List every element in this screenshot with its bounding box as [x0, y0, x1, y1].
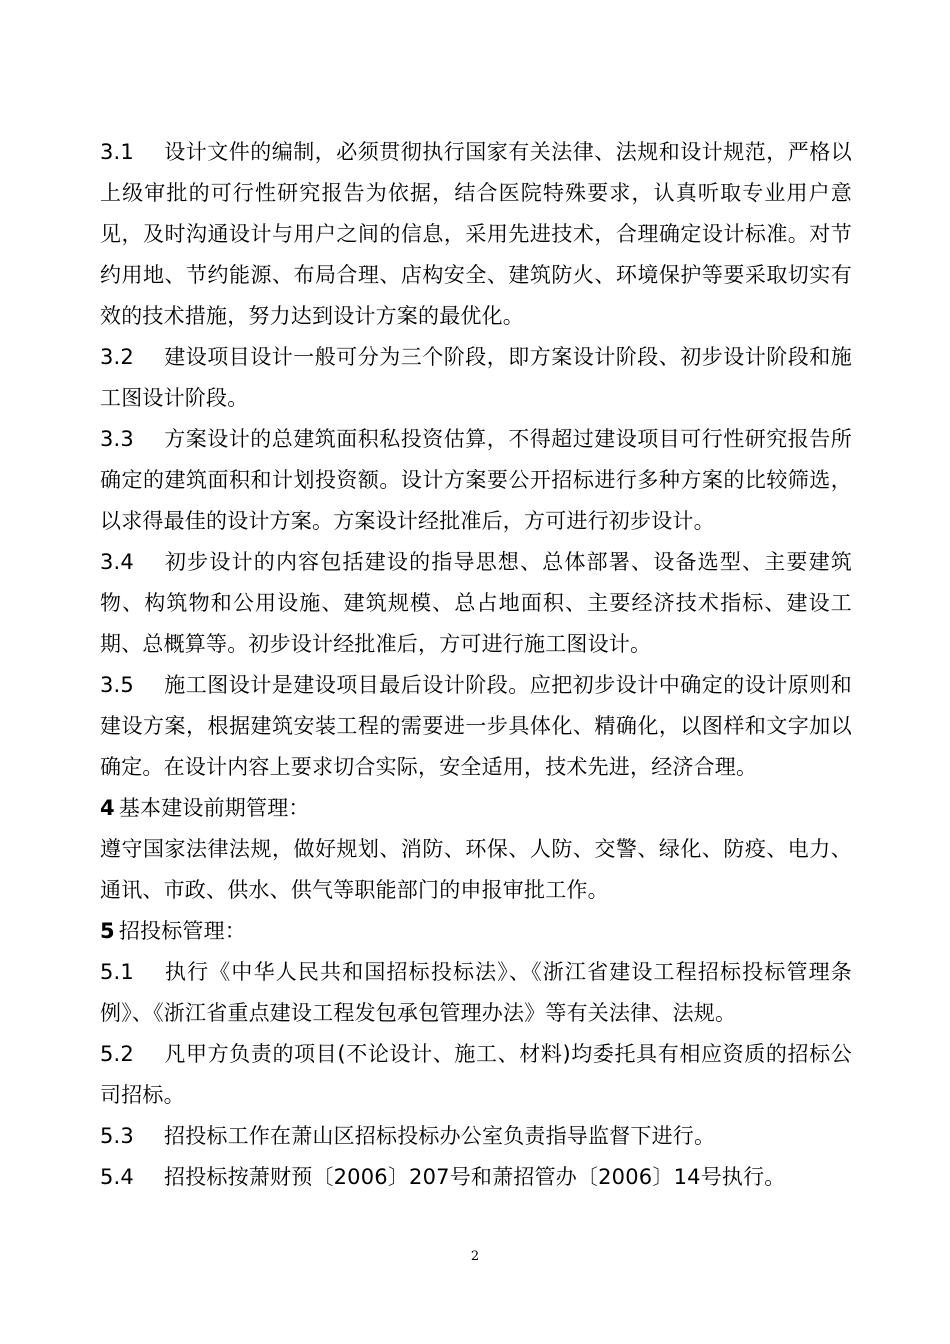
section-heading-5: [100, 911, 852, 952]
clause-3-3: [100, 419, 852, 542]
section-heading-4: [100, 788, 852, 829]
document-body: [100, 132, 852, 1198]
section-4-body: [100, 829, 852, 911]
page-number: 2: [470, 1249, 480, 1264]
clause-text: 执行《中华人民共和国招标投标法》、《浙江省建设工程招标投标管理条例》、《浙江省重点建设工程发包承包管理办法》等有关法律、法规。: [100, 960, 852, 1025]
clause-number: 3.4: [100, 550, 134, 574]
clause-text: 招投标按萧财预〔2006〕207号和萧招管办〔2006〕14号执行。: [164, 1165, 786, 1189]
clause-3-5: [100, 665, 852, 788]
section-title: 基本建设前期管理：: [118, 796, 310, 820]
clause-5-1: [100, 952, 852, 1034]
section-title: 招投标管理：: [118, 919, 247, 943]
clause-text: 设计文件的编制，必须贯彻执行国家有关法律、法规和设计规范，严格以上级审批的可行性研究报告为依据，结合医院特殊要求，认真听取专业用户意见，及时沟通设计与用户之间的信息，采用先进技术，合理确定设计标准。对节约用地、节约能源、布局合理、店构安全、建筑防火、环境保护等要采取切实有效的技术措施，努力达到设计方案的最优化。: [100, 140, 852, 328]
clause-number: 3.1: [100, 140, 134, 164]
clause-text: 初步设计的内容包括建设的指导思想、总体部署、设备选型、主要建筑物、构筑物和公用设施、建筑规模、总占地面积、主要经济技术指标、建设工期、总概算等。初步设计经批准后，方可进行施工图设计。: [100, 550, 852, 656]
clause-number: 5.1: [100, 960, 134, 984]
clause-text: 凡甲方负责的项目(不论设计、施工、材料)均委托具有相应资质的招标公司招标。: [100, 1042, 852, 1107]
clause-5-4: [100, 1157, 852, 1198]
clause-number: 3.5: [100, 673, 134, 697]
clause-number: 5.2: [100, 1042, 134, 1066]
clause-5-2: [100, 1034, 852, 1116]
section-number: 4: [100, 796, 115, 820]
clause-text: 招投标工作在萧山区招标投标办公室负责指导监督下进行。: [164, 1124, 716, 1148]
clause-number: 5.4: [100, 1165, 134, 1189]
clause-number: 3.2: [100, 345, 134, 369]
clause-3-2: [100, 337, 852, 419]
section-number: 5: [100, 919, 115, 943]
clause-5-3: [100, 1116, 852, 1157]
clause-3-4: [100, 542, 852, 665]
section-body-text: 遵守国家法律法规，做好规划、消防、环保、人防、交警、绿化、防疫、电力、通讯、市政、供水、供气等职能部门的申报审批工作。: [100, 837, 852, 902]
clause-number: 3.3: [100, 427, 134, 451]
clause-text: 施工图设计是建设项目最后设计阶段。应把初步设计中确定的设计原则和建设方案，根据建筑安装工程的需要进一步具体化、精确化，以图样和文字加以确定。在设计内容上要求切合实际，安全适用，技术先进，经济合理。: [100, 673, 852, 779]
clause-text: 方案设计的总建筑面积私投资估算，不得超过建设项目可行性研究报告所确定的建筑面积和计划投资额。设计方案要公开招标进行多种方案的比较筛选，以求得最佳的设计方案。方案设计经批准后，方可进行初步设计。: [100, 427, 852, 533]
clause-text: 建设项目设计一般可分为三个阶段，即方案设计阶段、初步设计阶段和施工图设计阶段。: [100, 345, 852, 410]
clause-number: 5.3: [100, 1124, 134, 1148]
clause-3-1: [100, 132, 852, 337]
